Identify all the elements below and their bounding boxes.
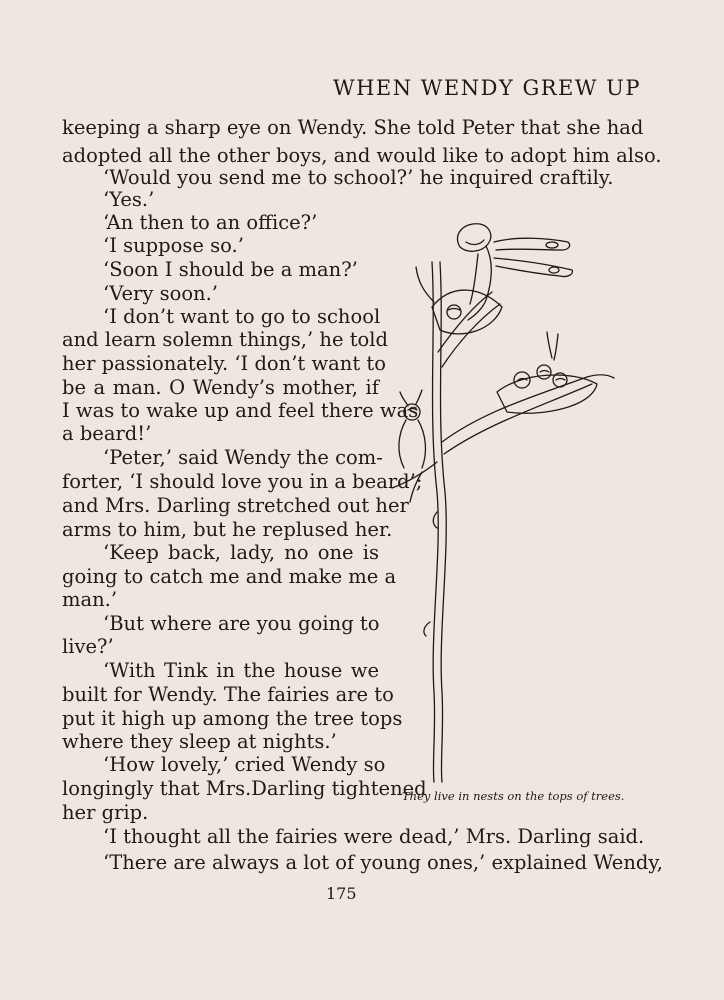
text-line: forter, ‘I should love you in a beard’; [62,470,423,493]
text-line: and learn solemn things,’ he told [62,328,388,351]
text-line: ‘Would you send me to school?’ he inquired craftily. [103,166,614,189]
text-line: her grip. [62,801,149,824]
text-line: keeping a sharp eye on Wendy. She told Peter that she had [62,116,644,139]
illustration-caption: They live in nests on the tops of trees. [402,789,625,803]
text-line: ‘There are always a lot of young ones,’ explained Wendy, [103,851,663,874]
text-line: man.’ [62,588,118,611]
running-header: WHEN WENDY GREW UP [333,76,641,100]
page-number: 175 [326,884,357,903]
text-line: going to catch me and make me a [62,565,397,588]
text-line: be a man. O Wendy’s mother, if [62,376,379,399]
text-line: ‘Very soon.’ [103,282,219,305]
text-line: arms to him, but he replused her. [62,518,393,541]
text-line: a beard!’ [62,422,152,445]
text-line: ‘I don’t want to go to school [103,305,381,328]
text-line: live?’ [62,635,114,658]
text-line: ‘But where are you going to [103,612,380,635]
text-line: where they sleep at nights.’ [62,730,337,753]
text-line: ‘How lovely,’ cried Wendy so [103,753,386,776]
text-line: ‘With Tink in the house we [103,659,379,682]
text-line: put it high up among the tree tops [62,707,403,730]
text-line: ‘An then to an office?’ [103,211,318,234]
text-line: I was to wake up and feel there was [62,399,419,422]
text-line: her passionately. ‘I don’t want to [62,352,386,375]
text-line: ‘I suppose so.’ [103,234,244,257]
text-line: ‘Yes.’ [103,188,155,211]
text-line: ‘Soon I should be a man?’ [103,258,358,281]
fairy-tree-illustration [382,212,632,790]
text-line: longingly that Mrs.Darling tightened [62,777,427,800]
text-line: adopted all the other boys, and would like to adopt him also. [62,144,662,167]
text-line: ‘Keep back, lady, no one is [103,541,379,564]
text-line: ‘Peter,’ said Wendy the com- [103,446,383,469]
text-line: built for Wendy. The fairies are to [62,683,394,706]
text-line: ‘I thought all the fairies were dead,’ Mrs. Darling said. [103,825,645,848]
text-line: and Mrs. Darling stretched out her [62,494,409,517]
